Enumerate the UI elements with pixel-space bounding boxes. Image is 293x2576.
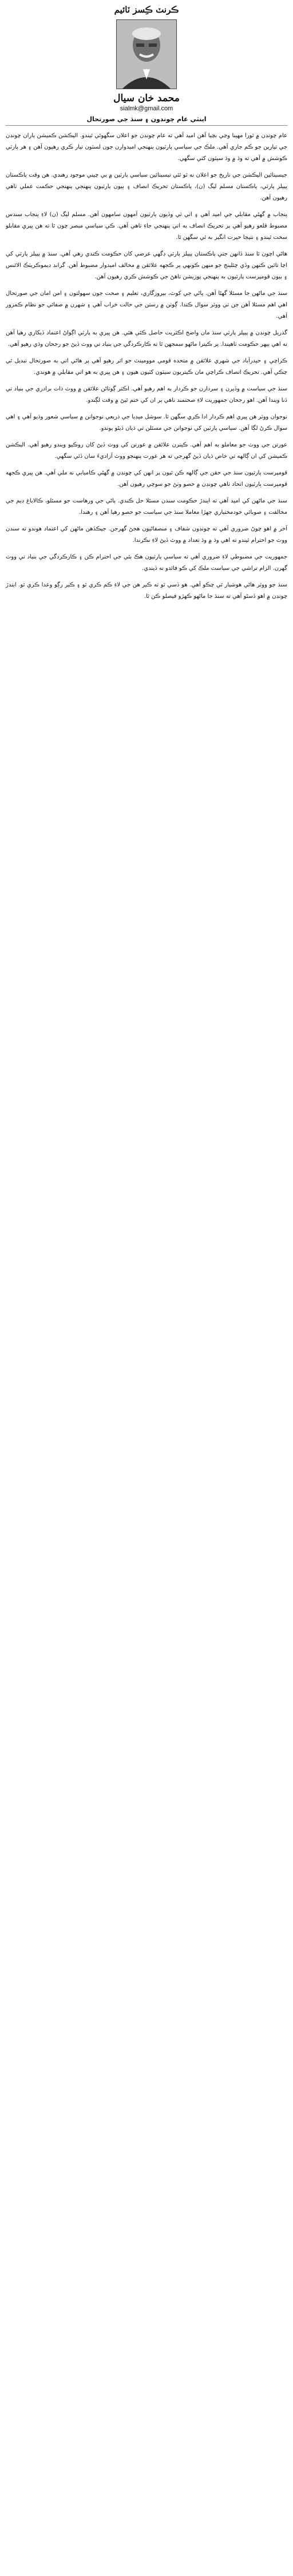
article-subtitle: اينٽي عام چونڊون ۽ سنڌ جي صورتحال <box>6 115 287 126</box>
article-paragraph: سنڌ جي ماڻهن جا مسئلا گهڻا آهن. پاڻي جي کوٽ، بيروزگاري، تعليم ۽ صحت جون سهولتون ۽ امن امان جي صورتحال اهي اهم مسئلا آهن جن تي ووٽر سوال ڪندا. ڳوٺن ۾ رستن جي حالت خراب آهي ۽ شهرن ۾ صفائي جو نظام ڪمزور آهي. <box>6 290 287 319</box>
article-paragraph: سنڌ جي ماڻهن کي اميد آهي ته ايندڙ حڪومت سندن مسئلا حل ڪندي. پاڻي جي ورهاست جو مسئلو، ڪالاباغ ڊيم جي مخالفت ۽ صوبائي خودمختياري جهڙا معاملا سنڌ جي سياست جو حصو رهيا آهن ۽ رهندا. <box>6 498 287 516</box>
article-body <box>6 130 287 602</box>
article-paragraph: جمهوريت جي مضبوطي لاءِ ضروري آهي ته سياسي پارٽيون هڪ ٻئي جي احترام ڪن ۽ ڪارڪردگي جي بنياد تي ووٽ گهرن. الزام تراشي جي سياست ملڪ کي ڪو فائدو نه ڏيندي. <box>6 554 287 572</box>
article-paragraph: پنجاب ۾ گهڻي مقابلي جي اميد آهي ۽ اتي ٽي وڏيون پارٽيون آمهون سامهون آهن. مسلم ليگ (ن) لاءِ پنجاب سندس مضبوط قلعو رهيو آهي پر تحريڪ انصاف به اتي پنهنجي جاءِ ٺاهي آهي. ڪي سياسي مبصر چون ٿا ته هن ڀيري مقابلو سخت ٿيندو ۽ نتيجا حيرت انگيز به ٿي سگهن ٿا. <box>6 211 287 241</box>
article-paragraph: سنڌ جو ووٽر هاڻي هوشيار ٿي چڪو آهي. هو ڏسي ٿو ته ڪير هن جي لاءِ ڪم ڪري ٿو ۽ ڪير رڳو وعدا ڪري ٿو. ايندڙ چونڊن ۾ اهو ڏسڻو آهي ته سنڌ جا ماڻهو ڪهڙو فيصلو ڪن ٿا. <box>6 582 287 600</box>
author-photo <box>116 19 177 89</box>
masthead <box>6 19 287 89</box>
author-email: sialmk@gmail.com <box>120 105 173 112</box>
author-name: محمد خان سيال <box>113 93 180 104</box>
article-paragraph: سنڌ جي سياست ۾ وڏيرن ۽ سردارن جو ڪردار به اهم رهيو آهي. اڪثر ڳوٺاڻن علائقن ۾ ووٽ ذات برادري جي بنياد تي ڏنا ويندا آهن. اهو رجحان جمهوريت لاءِ صحتمند ناهي پر ان کي ختم ٿيڻ ۾ وقت لڳندو. <box>6 386 287 404</box>
article-paragraph: هاڻي اچون ٿا سنڌ ڏانهن جتي پاڪستان پيپلز پارٽي ڊگهي عرصي کان حڪومت ڪندي رهي آهي. سنڌ ۾ پيپلز پارٽي کي اڃا تائين ڪنهن وڏي چئلينج جو منهن ڪونهي پر ڪجهه علائقن ۾ مخالف اميدوار مضبوط آهن. گرانڊ ڊيموڪريٽڪ الائنس ۽ ٻيون قومپرست پارٽيون به پنهنجي پوزيشن ٺاهڻ جي ڪوشش ڪري رهيون آهن. <box>6 251 287 280</box>
author-portrait-icon <box>117 20 176 89</box>
article-paragraph: جيسيتائين اليڪشن جي تاريخ جو اعلان نه ٿو ٿئي تيسيتائين سياسي پارٽين ۾ بي چيني موجود رهندي. هن وقت پاڪستان پيپلز پارٽي، پاڪستان مسلم ليگ (ن)، پاڪستان تحريڪ انصاف ۽ ٻيون پارٽيون پنهنجي پنهنجي حڪمت عملي ٺاهي رهيون آهن. <box>6 172 287 201</box>
article-paragraph: آخر ۾ اهو چوڻ ضروري آهي ته چونڊون شفاف ۽ منصفاڻيون هجڻ گهرجن. جيڪڏهن ماڻهن کي اعتماد هوندو ته سندن ووٽ جو احترام ٿيندو ته اهي وڌ ۾ وڌ تعداد ۾ ووٽ ڏيڻ لاءِ نڪرندا. <box>6 526 287 544</box>
article-paragraph: قومپرست پارٽيون سنڌ جي حقن جي ڳالهه ڪن ٿيون پر انهن کي چونڊن ۾ گهڻي ڪاميابي نه ملي آهي. هن ڀيري ڪجهه قومپرست پارٽيون اتحاد ٺاهي چونڊن ۾ حصو وٺڻ جو سوچي رهيون آهن. <box>6 470 287 488</box>
column-title: ڪرنٽ ڪِسز ٽائيم <box>114 5 179 15</box>
article-paragraph: عام چونڊن ۾ ٿورا مهينا وڃي بچيا آهن اميد آهي ته عام چونڊن جو اعلان سگهوئي ٿيندو. اليڪشن ڪميشن پاران چونڊن جي تيارين جو ڪم جاري آهي. ملڪ جي سياسي پارٽيون پنهنجي اميدوارن جون لسٽون تيار ڪري رهيون آهن ۽ هر پارٽي ڪوشش ۾ آهي ته وڌ ۾ وڌ سيٽون کٽي سگهي. <box>6 133 287 162</box>
article-paragraph: ڪراچي ۽ حيدرآباد جي شهري علائقن ۾ متحده قومي موومينٽ جو اثر رهيو آهي پر هاڻي اتي به صورتحال تبديل ٿي چڪي آهي. تحريڪ انصاف ڪراچي مان ڪيتريون سيٽون کٽيون هيون ۽ هن ڀيري به هو اتي مقابلي ۾ هوندي. <box>6 358 287 376</box>
article-paragraph: نوجوان ووٽر هن ڀيري اهم ڪردار ادا ڪري سگهن ٿا. سوشل ميڊيا جي ذريعي نوجوانن ۾ سياسي شعور وڌيو آهي ۽ اهي سوال ڪرڻ لڳا آهن. سياسي پارٽين کي نوجوانن جي مسئلن تي ڌيان ڏيڻو پوندو. <box>6 414 287 432</box>
article-paragraph: گذريل چونڊن ۾ پيپلز پارٽي سنڌ مان واضح اڪثريت حاصل ڪئي هئي. هن ڀيري به پارٽي اڳواڻ اعتماد ڏيکاري رهيا آهن ته اهي ٻيهر حڪومت ٺاهيندا. پر ڪيترا ماڻهو سمجهن ٿا ته ڪارڪردگي جي بنياد تي ووٽ ڏيڻ جو رجحان وڌي رهيو آهي. <box>6 330 287 348</box>
byline <box>6 93 287 112</box>
article-paragraph: عورتن جي ووٽ جو معاملو به اهم آهي. ڪيترن علائقن ۾ عورتن کي ووٽ ڏيڻ کان روڪيو ويندو رهيو آهي. اليڪشن ڪميشن کي ان ڳالهه تي خاص ڌيان ڏيڻ گهرجي ته هر عورت پنهنجو ووٽ آزاديءَ سان ڏئي سگهي. <box>6 442 287 460</box>
